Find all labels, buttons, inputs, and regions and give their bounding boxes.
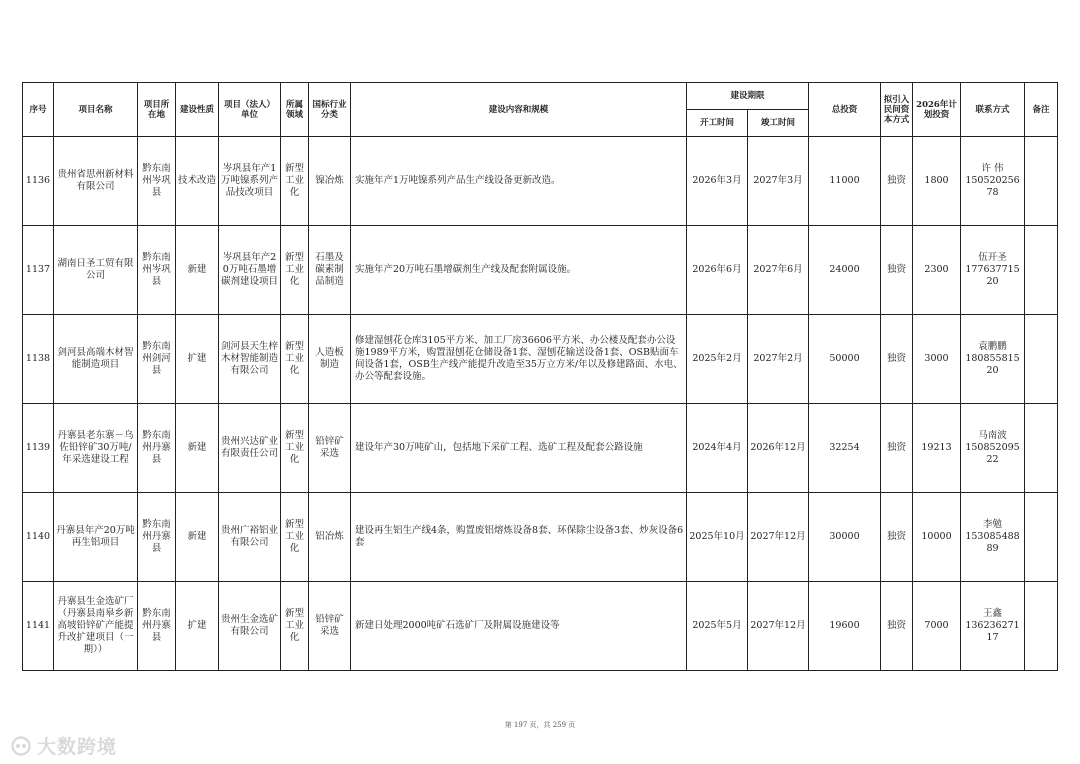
cell-field: 新型工业化 [281,582,309,671]
table-row [23,582,1058,671]
cell-unit: 岑巩县年产20万吨石墨增碳剂建设项目 [219,226,281,315]
cell-start: 2026年6月 [687,226,748,315]
header-capital: 拟引入民间资本方式 [881,83,913,137]
cell-location: 黔东南州丹寨县 [138,582,176,671]
cell-total: 50000 [809,315,881,404]
cell-remark [1025,404,1058,493]
cell-capital: 独资 [881,493,913,582]
cell-remark [1025,315,1058,404]
cell-contact [961,404,1025,493]
header-nature: 建设性质 [176,83,219,137]
cell-content: 实施年产1万吨镍系列产品生产线设备更新改造。 [351,137,687,226]
cell-nature: 新建 [176,493,219,582]
cell-nature: 扩建 [176,315,219,404]
cell-content: 建设年产30万吨矿山，包括地下采矿工程、选矿工程及配套公路设施 [351,404,687,493]
contact-name: 许 伟 [981,163,1004,174]
cell-name: 丹寨县年产20万吨再生铝项目 [54,493,138,582]
cell-seq: 1140 [23,493,54,582]
cell-field: 新型工业化 [281,315,309,404]
cell-unit: 贵州广裕铝业有限公司 [219,493,281,582]
cell-contact [961,226,1025,315]
cell-plan: 10000 [913,493,961,582]
cell-content: 实施年产20万吨石墨增碳剂生产线及配套附属设施。 [351,226,687,315]
cell-capital: 独资 [881,582,913,671]
table-row [23,404,1058,493]
contact-phone: 18085581520 [965,353,1020,376]
cell-start: 2025年10月 [687,493,748,582]
cell-end: 2026年12月 [748,404,809,493]
header-industry: 国标行业分类 [309,83,351,137]
cell-end: 2027年12月 [748,493,809,582]
cell-location: 黔东南州岑巩县 [138,226,176,315]
cell-content: 建设再生铝生产线4条，购置废铝熔炼设备8套、环保除尘设备3套、炒灰设备6套 [351,493,687,582]
cell-industry: 铅锌矿采选 [309,582,351,671]
cell-start: 2025年5月 [687,582,748,671]
cell-seq: 1139 [23,404,54,493]
header-end: 竣工时间 [748,110,809,137]
cell-contact [961,493,1025,582]
cell-name: 丹寨县生金选矿厂（丹寨县南皋乡新高坡铅锌矿产能提升改扩建项目（一期）） [54,582,138,671]
contact-name: 王鑫 [983,608,1003,619]
cell-plan: 1800 [913,137,961,226]
cell-nature: 新建 [176,226,219,315]
cell-industry: 铝冶炼 [309,493,351,582]
cell-content: 新建日处理2000吨矿石选矿厂及附属设施建设等 [351,582,687,671]
table-row [23,137,1058,226]
header-contact: 联系方式 [961,83,1025,137]
cell-total: 19600 [809,582,881,671]
cell-seq: 1138 [23,315,54,404]
cell-name: 丹寨县老东寨－乌佐铅锌矿30万吨/年采选建设工程 [54,404,138,493]
table-row [23,493,1058,582]
cell-plan: 19213 [913,404,961,493]
cell-plan: 2300 [913,226,961,315]
contact-name: 马南波 [978,430,1007,441]
cell-contact [961,582,1025,671]
watermark-text: 大数跨境 [37,736,118,758]
table-row [23,315,1058,404]
cell-end: 2027年6月 [748,226,809,315]
cell-seq: 1136 [23,137,54,226]
header-start: 开工时间 [687,110,748,137]
cell-seq: 1137 [23,226,54,315]
header-unit: 项目（法人）单位 [219,83,281,137]
cell-remark [1025,493,1058,582]
cell-content: 修建湿刨花仓库3105平方米、加工厂房36606平方米、办公楼及配套办公设施1989平方米，购置湿刨花仓储设备1套、湿刨花输送设备1套、OSB贴面车间设备1套，OSB生产线产能提升改造至35万立方米/年以及修建路面、水电、办公等配套设施。 [351,315,687,404]
cell-location: 黔东南州丹寨县 [138,404,176,493]
cell-end: 2027年3月 [748,137,809,226]
cell-start: 2026年3月 [687,137,748,226]
cell-capital: 独资 [881,315,913,404]
cell-field: 新型工业化 [281,137,309,226]
header-name: 项目名称 [54,83,138,137]
watermark-logo [10,732,117,759]
contact-phone: 13623627117 [965,620,1020,643]
cell-remark [1025,226,1058,315]
header-period: 建设期限 [687,83,809,110]
cell-industry: 铅锌矿采选 [309,404,351,493]
cell-unit: 岑巩县年产1万吨镍系列产品技改项目 [219,137,281,226]
cell-end: 2027年12月 [748,582,809,671]
cell-field: 新型工业化 [281,404,309,493]
brand-logo-icon [10,735,32,757]
contact-phone: 15308548889 [965,531,1020,554]
cell-contact [961,315,1025,404]
cell-nature: 技术改造 [176,137,219,226]
header-seq: 序号 [23,83,54,137]
header-row [23,83,1058,110]
table-row [23,226,1058,315]
header-remark: 备注 [1025,83,1058,137]
cell-nature: 新建 [176,404,219,493]
cell-unit: 贵州生金选矿有限公司 [219,582,281,671]
cell-total: 24000 [809,226,881,315]
cell-remark [1025,137,1058,226]
contact-name: 伍开圣 [978,252,1007,263]
cell-field: 新型工业化 [281,226,309,315]
header-plan: 2026年计划投资 [913,83,961,137]
contact-name: 袁鹏鹏 [978,341,1007,352]
cell-start: 2024年4月 [687,404,748,493]
contact-phone: 15085209522 [965,442,1020,465]
cell-name: 剑河县高端木材智能制造项目 [54,315,138,404]
cell-location: 黔东南州岑巩县 [138,137,176,226]
cell-nature: 扩建 [176,582,219,671]
cell-unit: 剑河县天生梓木材智能制造有限公司 [219,315,281,404]
cell-contact [961,137,1025,226]
cell-total: 11000 [809,137,881,226]
cell-plan: 7000 [913,582,961,671]
cell-unit: 贵州兴达矿业有限责任公司 [219,404,281,493]
cell-name: 湖南日圣工贸有限公司 [54,226,138,315]
cell-field: 新型工业化 [281,493,309,582]
cell-location: 黔东南州剑河县 [138,315,176,404]
cell-remark [1025,582,1058,671]
cell-name: 贵州省思州新材料有限公司 [54,137,138,226]
contact-name: 李勉 [983,519,1003,530]
header-total: 总投资 [809,83,881,137]
contact-phone: 17763771520 [965,264,1020,287]
cell-capital: 独资 [881,404,913,493]
cell-total: 32254 [809,404,881,493]
contact-phone: 15052025678 [965,175,1020,198]
page-footer: 第 197 页，共 259 页 [504,721,576,729]
cell-start: 2025年2月 [687,315,748,404]
cell-capital: 独资 [881,137,913,226]
cell-industry: 人造板制造 [309,315,351,404]
project-table [22,82,1058,671]
header-content: 建设内容和规模 [351,83,687,137]
cell-industry: 石墨及碳素制品制造 [309,226,351,315]
cell-total: 30000 [809,493,881,582]
header-location: 项目所在地 [138,83,176,137]
cell-seq: 1141 [23,582,54,671]
cell-location: 黔东南州丹寨县 [138,493,176,582]
header-field: 所属领域 [281,83,309,137]
cell-industry: 镍冶炼 [309,137,351,226]
cell-capital: 独资 [881,226,913,315]
cell-plan: 3000 [913,315,961,404]
cell-end: 2027年2月 [748,315,809,404]
